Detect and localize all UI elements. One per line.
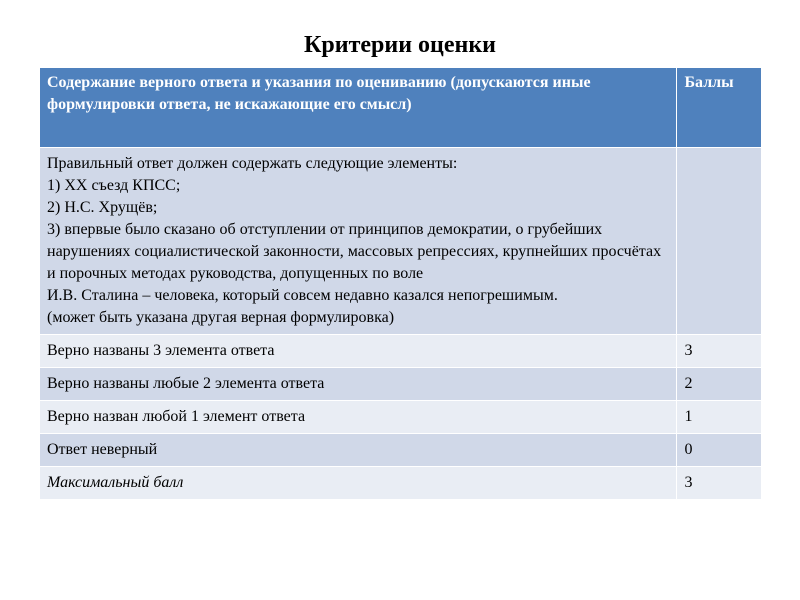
requirement-line-2: 2) Н.С. Хрущёв; — [47, 199, 158, 216]
requirement-score-cell — [677, 148, 762, 335]
requirement-cell — [40, 148, 677, 335]
row-score-cell: 1 — [677, 401, 762, 434]
table-row — [40, 335, 762, 368]
header-content-cell: Содержание верного ответа и указания по оцениванию (допускаются иные формулировки ответа, не искажающие его смысл) — [40, 68, 677, 148]
row-score-cell: 3 — [677, 335, 762, 368]
requirement-line-note: (может быть указана другая верная формулировка) — [47, 309, 395, 326]
page-title: Критерии оценки — [304, 32, 496, 58]
row-score-cell: 0 — [677, 434, 762, 467]
table-row-requirement — [40, 148, 762, 335]
row-criterion-cell: Верно назван любой 1 элемент ответа — [40, 401, 677, 434]
header-score-cell: Баллы — [677, 68, 762, 148]
row-criterion-cell: Верно названы любые 2 элемента ответа — [40, 368, 677, 401]
table-row — [40, 368, 762, 401]
requirement-line-1: 1) XX съезд КПСС; — [47, 177, 181, 194]
table-header-row — [40, 68, 762, 148]
criteria-table — [39, 67, 762, 500]
max-score-label-cell: Максимальный балл — [40, 467, 677, 500]
requirement-line-intro: Правильный ответ должен содержать следующие элементы: — [47, 155, 458, 172]
row-criterion-cell: Ответ неверный — [40, 434, 677, 467]
table-row-max — [40, 467, 762, 500]
row-score-cell: 2 — [677, 368, 762, 401]
row-criterion-cell: Верно названы 3 элемента ответа — [40, 335, 677, 368]
requirement-line-4: И.В. Сталина – человека, который совсем недавно казался непогрешимым. — [47, 287, 558, 304]
table-row — [40, 401, 762, 434]
max-score-value-cell: 3 — [677, 467, 762, 500]
table-row — [40, 434, 762, 467]
requirement-line-3: 3) впервые было сказано об отступлении от принципов демократии, о грубейших нарушениях социалистической законности, массовых репрессиях, крупнейших просчётах и порочных методах руководства, допущенных по воле — [47, 221, 662, 282]
